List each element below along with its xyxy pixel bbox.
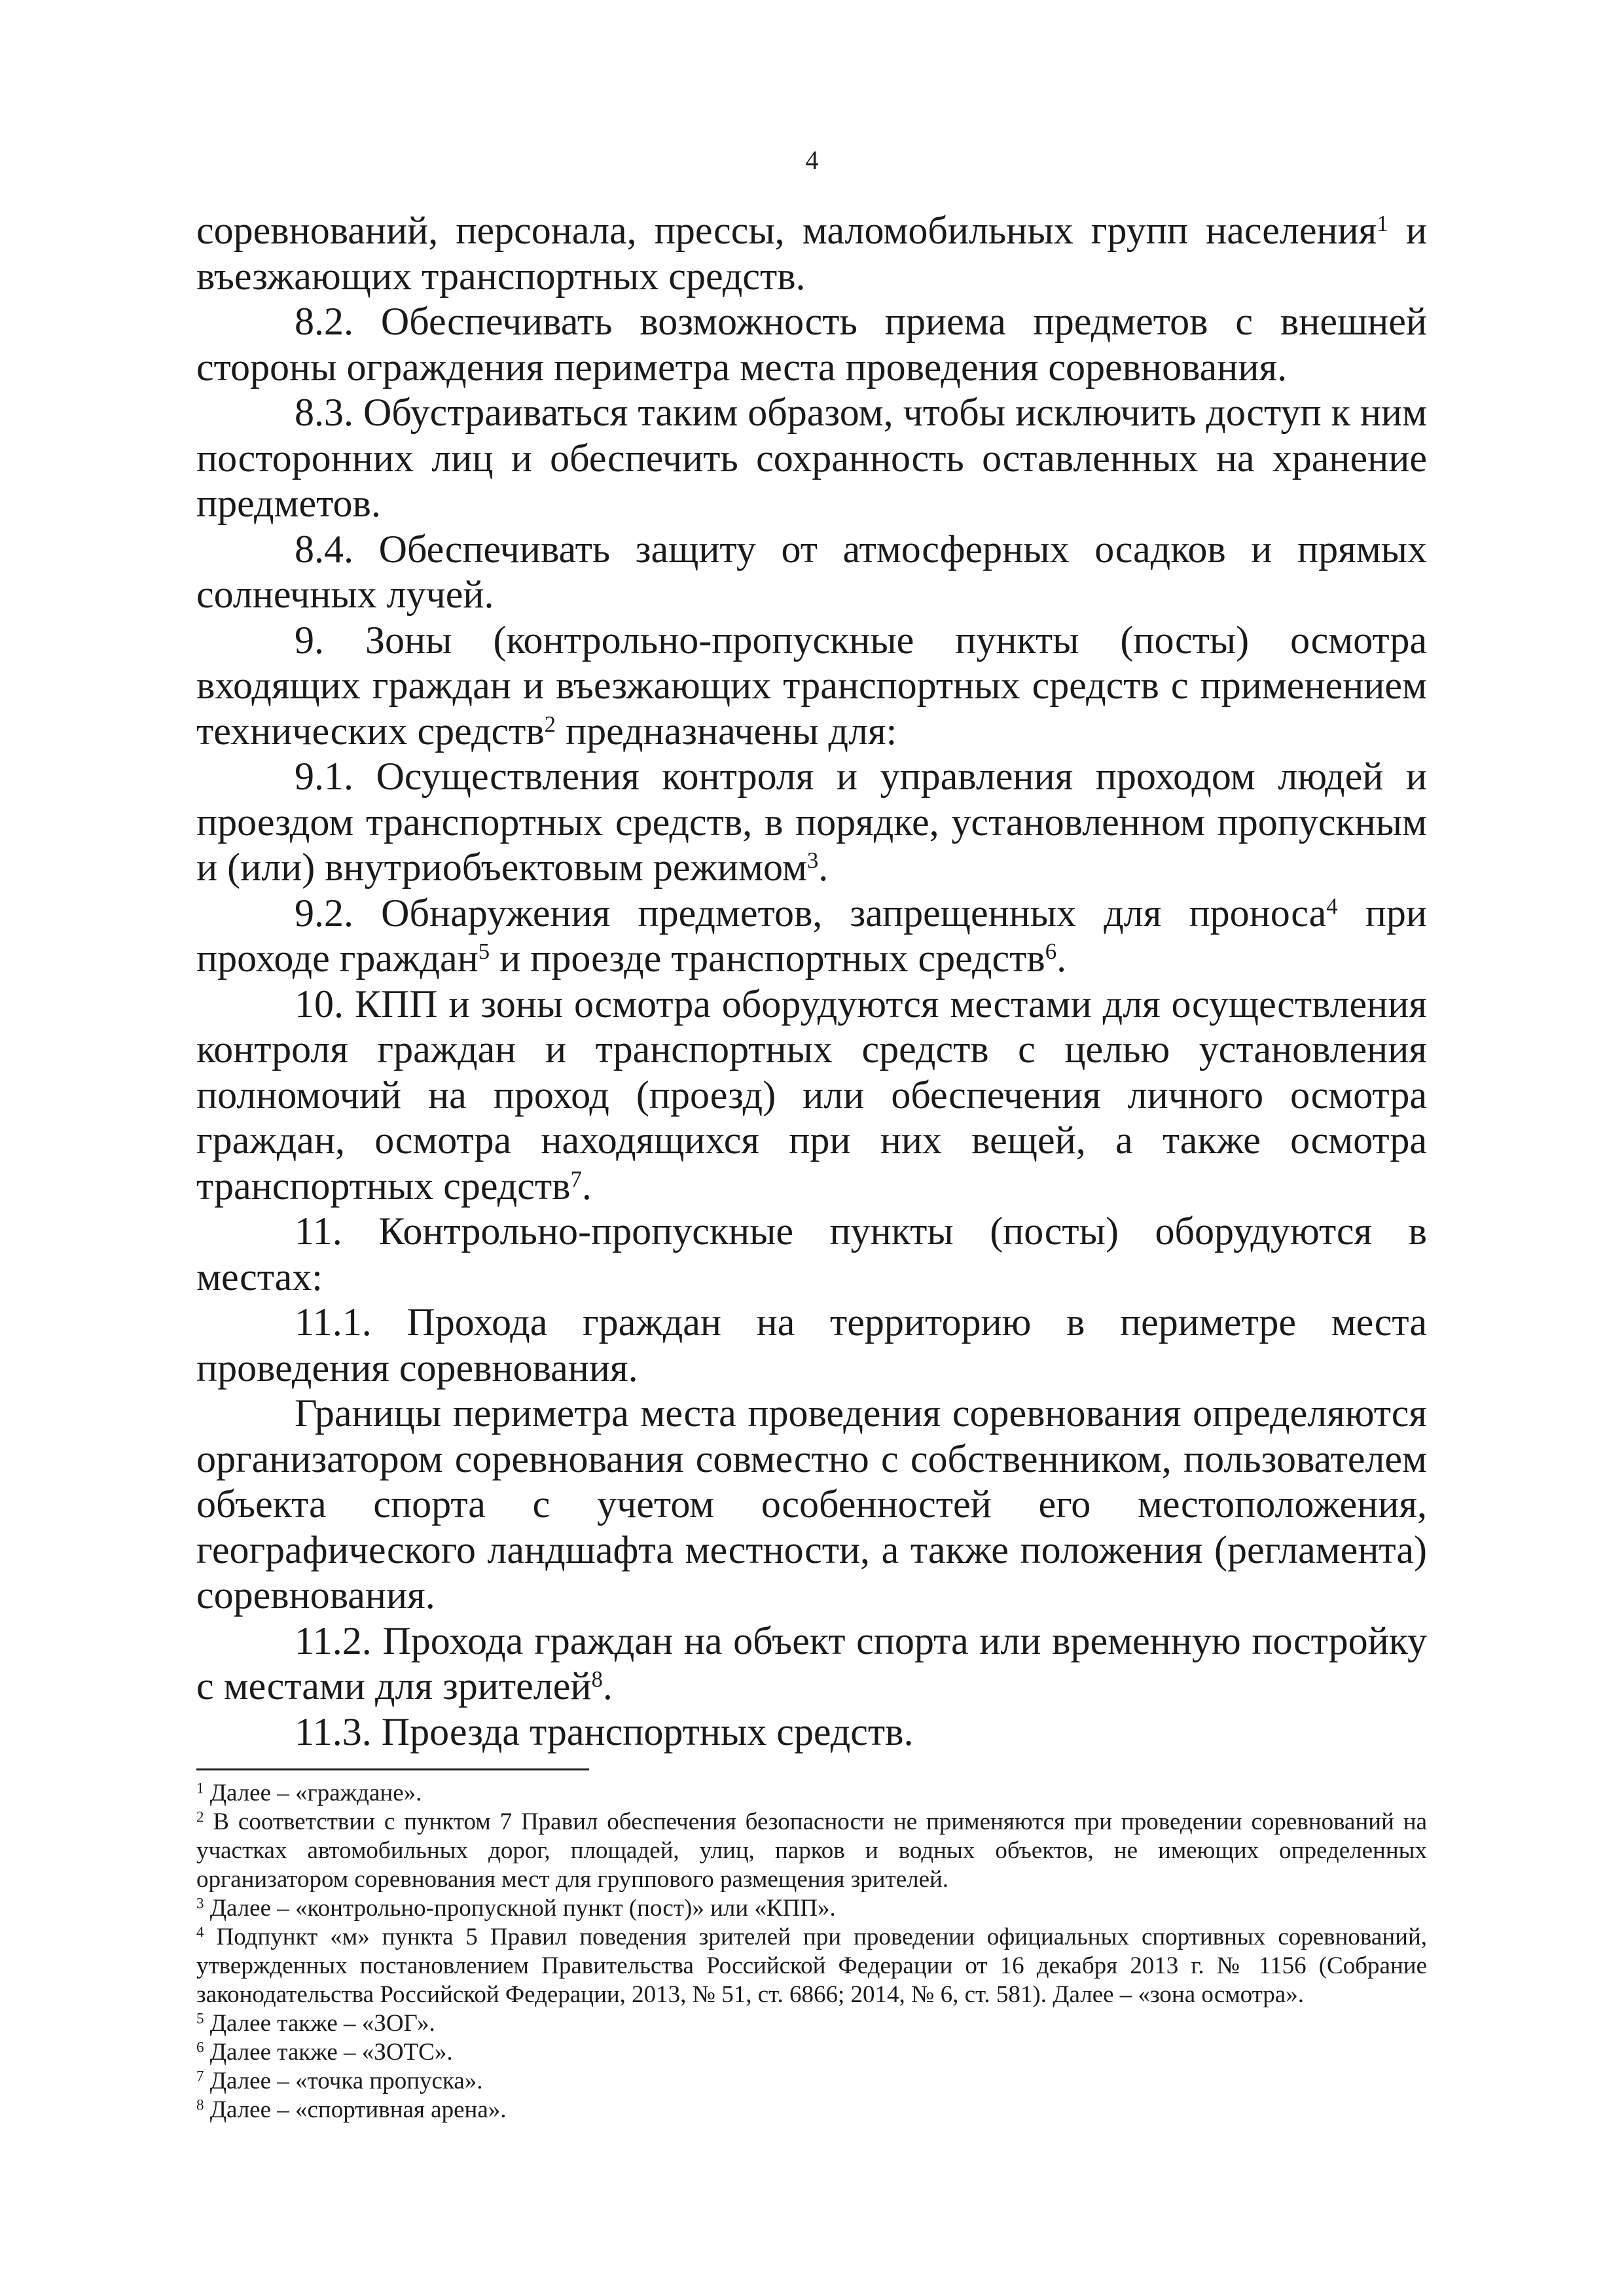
paragraph-text: предназначены для:: [556, 709, 897, 753]
footnote-text: Далее также – «ЗОГ».: [204, 2010, 435, 2037]
footnote-mark: 1: [196, 1780, 204, 1797]
footnote-mark: 2: [196, 1808, 204, 1825]
paragraph: [196, 891, 1427, 982]
paragraph: [196, 754, 1427, 891]
footnote-reference[interactable]: 2: [544, 711, 556, 737]
footnote-mark: 3: [196, 1895, 204, 1912]
footnotes: [196, 1779, 1427, 2125]
footnote-mark: 4: [196, 1924, 204, 1941]
footnote-mark: 6: [196, 2039, 204, 2056]
paragraph-text: .: [581, 1164, 592, 1208]
footnote-text: Далее также – «ЗОТС».: [204, 2039, 453, 2066]
paragraph: [196, 1391, 1427, 1619]
paragraph-text: 9. Зоны (контрольно-пропускные пункты (посты) осмотра входящих граждан и въезжающих транспортных средств с применением технических средств: [196, 618, 1427, 753]
footnote: [196, 2009, 1427, 2038]
paragraph: [196, 208, 1427, 299]
paragraph-text: и въезжающих транспортных средств.: [196, 209, 1428, 298]
page-number: 4: [805, 145, 819, 175]
paragraph-text: .: [602, 1664, 613, 1708]
footnote-reference[interactable]: 3: [806, 847, 819, 873]
paragraph-text: 11.2. Прохода граждан на объект спорта или временную постройку с местами для зрителей: [196, 1619, 1427, 1708]
paragraph: [196, 1710, 1427, 1755]
footnote-reference[interactable]: 7: [570, 1166, 582, 1192]
paragraph-text: 8.3. Обустраиваться таким образом, чтобы исключить доступ к ним посторонних лиц и обеспечить сохранность оставленных на хранение предметов.: [196, 391, 1427, 525]
footnote: [196, 1779, 1427, 1808]
paragraph-text: Границы периметра места проведения соревнования определяются организатором соревнования совместно с собственником, пользователем объекта спорта с учетом особенностей его местоположения, географического ландшафта местности, а также положения (регламента) соревнования.: [196, 1391, 1427, 1617]
paragraph-text: 9.1. Осуществления контроля и управления проходом людей и проездом транспортных средств, в порядке, установленном пропускным и (или) внутриобъектовым режимом: [196, 755, 1427, 889]
paragraph-text: 9.2. Обнаружения предметов, запрещенных для проноса: [295, 891, 1327, 935]
footnote-text: Далее – «точка пропуска».: [204, 2068, 483, 2094]
paragraph-text: 11.3. Проезда транспортных средств.: [295, 1710, 914, 1753]
paragraph-text: при проходе граждан: [196, 891, 1427, 980]
footnote: [196, 1923, 1427, 2009]
footnote-reference[interactable]: 8: [591, 1666, 603, 1692]
paragraph-text: 11.1. Прохода граждан на территорию в периметре места проведения соревнования.: [196, 1300, 1427, 1390]
footnote-reference[interactable]: 6: [1045, 938, 1057, 964]
paragraph-text: соревнований, персонала, прессы, маломобильных групп населения: [196, 209, 1377, 252]
footnote-reference[interactable]: 4: [1326, 893, 1338, 919]
footnote: [196, 2067, 1427, 2096]
paragraph: [196, 1209, 1427, 1300]
footnote-text: Далее – «граждане».: [204, 1780, 422, 1806]
paragraph: [196, 527, 1427, 618]
footnote: [196, 2096, 1427, 2125]
footnote-mark: 8: [196, 2096, 204, 2113]
footnote-reference[interactable]: 5: [478, 938, 490, 964]
footnote: [196, 1894, 1427, 1923]
paragraph-text: .: [1056, 937, 1067, 980]
footnote-text: Далее – «контрольно-пропускной пункт (пост)» или «КПП».: [204, 1895, 836, 1922]
paragraph: [196, 1300, 1427, 1391]
footnote-text: В соответствии с пунктом 7 Правил обеспечения безопасности не применяются при проведении соревнований на участках автомобильных дорог, площадей, улиц, парков и водных объектов, не имеющих определенных организатором соревнования мест для группового размещения зрителей.: [196, 1808, 1427, 1893]
footnote-mark: 7: [196, 2068, 204, 2085]
paragraph: [196, 390, 1427, 527]
paragraph: [196, 618, 1427, 755]
paragraph-text: 11. Контрольно-пропускные пункты (посты) оборудуются в местах:: [196, 1210, 1427, 1299]
paragraph: [196, 1619, 1427, 1710]
paragraph-text: 8.2. Обеспечивать возможность приема предметов с внешней стороны ограждения периметра места проведения соревнования.: [196, 300, 1427, 389]
footnote-divider: [196, 1768, 589, 1770]
paragraph-text: 10. КПП и зоны осмотра оборудуются местами для осуществления контроля граждан и транспортных средств с целью установления полномочий на проход (проезд) или обеспечения личного осмотра граждан, осмотра находящихся при них вещей, а также осмотра транспортных средств: [196, 982, 1427, 1208]
body-text: [196, 208, 1427, 1755]
footnote-text: Далее – «спортивная арена».: [204, 2096, 507, 2123]
footnote-reference[interactable]: 1: [1377, 210, 1388, 236]
paragraph-text: 8.4. Обеспечивать защиту от атмосферных осадков и прямых солнечных лучей.: [196, 527, 1427, 616]
footnote: [196, 1808, 1427, 1894]
footnote-text: Подпункт «м» пункта 5 Правил поведения зрителей при проведении официальных спортивных соревнований, утвержденных постановлением Правительства Российской Федерации от 16 декабря 2013 г. № 1156 (Собрание законодательства Российской Федерации, 2013, № 51, ст. 6866; 2014, № 6, ст. 581). Далее – «зона осмотра».: [196, 1924, 1427, 2008]
footnote-mark: 5: [196, 2010, 204, 2027]
paragraph-text: и проезде транспортных средств: [490, 937, 1045, 980]
paragraph: [196, 982, 1427, 1210]
footnote: [196, 2038, 1427, 2067]
paragraph: [196, 299, 1427, 390]
paragraph-text: .: [818, 846, 829, 889]
